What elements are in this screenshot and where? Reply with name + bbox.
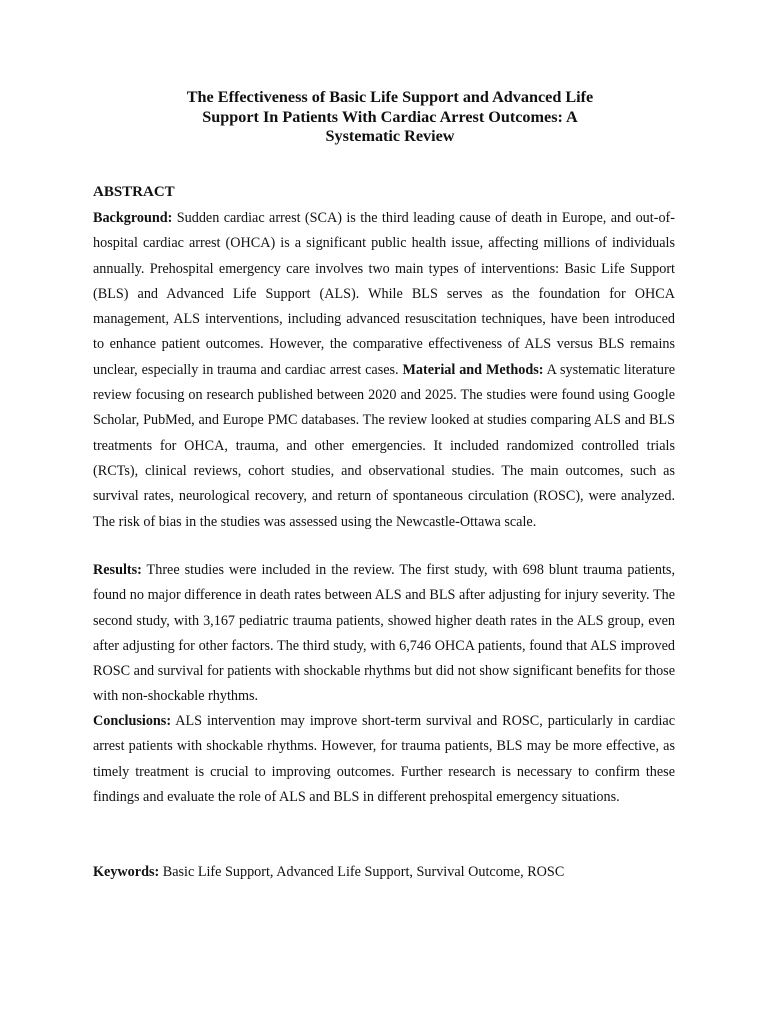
conclusions-text: ALS intervention may improve short-term survival and ROSC, particularly in cardiac arrest patients with shockable rhythms. However, for trauma patients, BLS may be more effective, as timely treatment is crucial to improving outcomes. Further research is necessary to confirm these findings and evaluate the role of ALS and BLS in different prehospital emergency situations.: [93, 713, 675, 805]
paper-title: [150, 88, 630, 147]
paper-title-line-2: Support In Patients With Cardiac Arrest Outcomes: A: [202, 107, 578, 126]
abstract-heading: ABSTRACT: [93, 184, 175, 200]
paper-title-line-1: The Effectiveness of Basic Life Support and Advanced Life: [186, 88, 594, 106]
paper-title-line-3: Systematic Review: [325, 127, 455, 145]
conclusions-label: Conclusions:: [93, 713, 172, 729]
keywords-paragraph: [93, 860, 675, 885]
keywords-text: Basic Life Support, Advanced Life Support, Survival Outcome, ROSC: [159, 864, 565, 880]
background-text: Sudden cardiac arrest (SCA) is the third leading cause of death in Europe, and out-of-hospital cardiac arrest (OHCA) is a significant public health issue, affecting millions of individuals annually. Prehospital emergency care involves two main types of interventions: Basic Life Support (BLS) and Advanced Life Support (ALS). While BLS serves as the foundation for OHCA management, ALS interventions, including advanced resuscitation techniques, have been introduced to enhance patient outcomes. However, the comparative effectiveness of ALS versus BLS remains unclear, especially in trauma and cardiac arrest cases.: [93, 210, 675, 378]
methods-label: Material and Methods:: [402, 361, 544, 378]
methods-text: A systematic literature review focusing on research published between 2020 and 2025. The studies were found using Google Scholar, PubMed, and Europe PMC databases. The review looked at studies comparing ALS and BLS treatments for OHCA, trauma, and other emergencies. It included randomized controlled trials (RCTs), clinical reviews, cohort studies, and observational studies. The main outcomes, such as survival rates, neurological recovery, and return of spontaneous circulation (ROSC), were analyzed. The risk of bias in the studies was assessed using the Newcastle-Ottawa scale.: [93, 361, 675, 530]
background-paragraph: [93, 206, 675, 535]
results-label: Results:: [93, 562, 142, 578]
keywords-label: Keywords:: [93, 864, 160, 880]
results-paragraph: [93, 558, 675, 710]
results-text: Three studies were included in the review. The first study, with 698 blunt trauma patients, found no major difference in death rates between ALS and BLS after adjusting for injury severity. The second study, with 3,167 pediatric trauma patients, showed higher death rates in the ALS group, even after adjusting for other factors. The third study, with 6,746 OHCA patients, found that ALS improved ROSC and survival for patients with shockable rhythms but did not show significant benefits for those with non-shockable rhythms.: [93, 562, 675, 705]
conclusions-paragraph: [93, 709, 675, 810]
background-label: Background:: [93, 210, 173, 226]
